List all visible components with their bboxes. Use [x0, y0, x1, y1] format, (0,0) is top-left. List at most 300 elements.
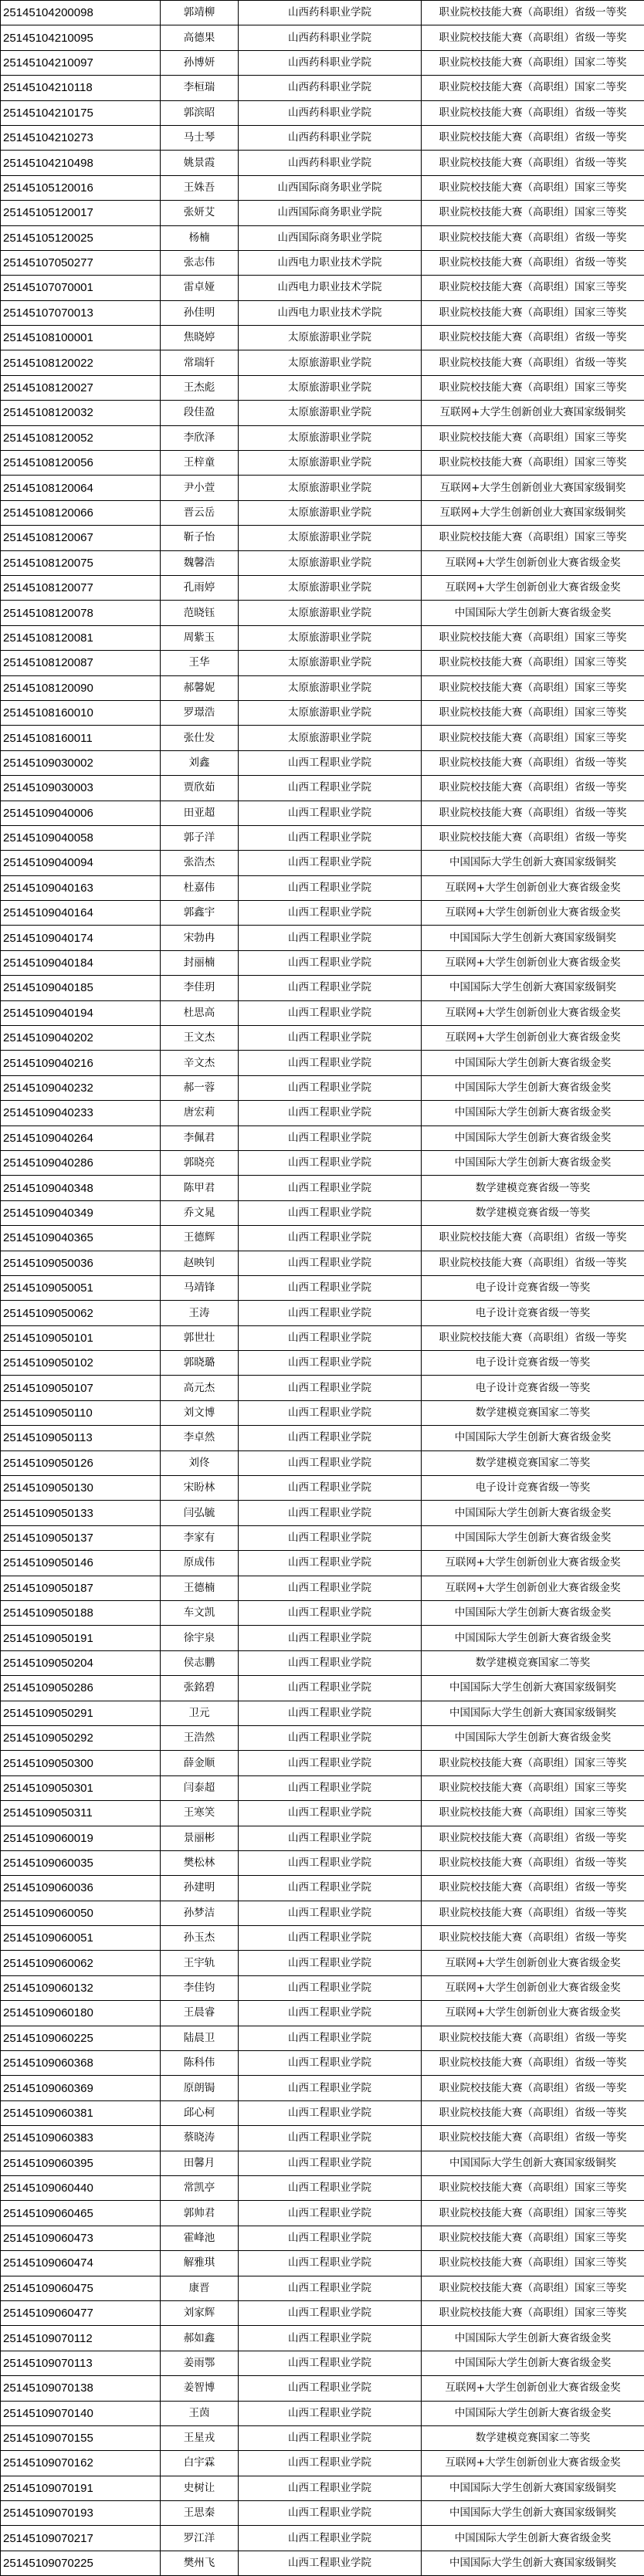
table-row [1, 276, 644, 300]
award-cell: 职业院校技能大赛（高职组）省级一等奖 [422, 1226, 644, 1251]
student-name-cell: 张妍艾 [161, 201, 239, 225]
student-id-cell: 25145109070155 [1, 2425, 161, 2450]
table-row [1, 1876, 644, 1901]
school-cell: 山西工程职业学院 [239, 2001, 422, 2026]
student-name-cell: 李家有 [161, 1525, 239, 1550]
school-cell: 山西工程职业学院 [239, 1601, 422, 1626]
school-cell: 山西工程职业学院 [239, 2401, 422, 2425]
school-cell: 山西电力职业技术学院 [239, 276, 422, 300]
student-id-cell: 25145108160011 [1, 726, 161, 750]
school-cell: 太原旅游职业学院 [239, 625, 422, 650]
student-name-cell: 景丽彬 [161, 1826, 239, 1850]
student-name-cell: 孙梦洁 [161, 1901, 239, 1925]
student-name-cell: 范晓钰 [161, 601, 239, 625]
student-name-cell: 王思秦 [161, 2501, 239, 2526]
school-cell: 山西工程职业学院 [239, 1476, 422, 1501]
school-cell: 山西工程职业学院 [239, 1101, 422, 1126]
award-cell: 职业院校技能大赛（高职组）国家三等奖 [422, 726, 644, 750]
student-name-cell: 徐宇泉 [161, 1626, 239, 1650]
award-cell: 中国国际大学生创新大赛国家级铜奖 [422, 2476, 644, 2500]
table-row [1, 225, 644, 250]
student-name-cell: 王茵 [161, 2401, 239, 2425]
student-name-cell: 郭滨昭 [161, 100, 239, 125]
school-cell: 太原旅游职业学院 [239, 401, 422, 425]
award-cell: 职业院校技能大赛（高职组）省级一等奖 [422, 100, 644, 125]
school-cell: 山西工程职业学院 [239, 1775, 422, 1800]
student-id-cell: 25145109040058 [1, 825, 161, 850]
table-row [1, 1026, 644, 1051]
school-cell: 山西工程职业学院 [239, 2151, 422, 2175]
award-cell: 职业院校技能大赛（高职组）省级一等奖 [422, 2026, 644, 2050]
student-id-cell: 25145109050301 [1, 1775, 161, 1800]
table-row [1, 1126, 644, 1150]
award-cell: 职业院校技能大赛（高职组）国家三等奖 [422, 651, 644, 675]
award-cell: 互联网+大学生创新创业大赛省级金奖 [422, 1951, 644, 1975]
award-cell: 电子设计竞赛省级一等奖 [422, 1301, 644, 1325]
student-id-cell: 25145108120067 [1, 526, 161, 550]
table-row [1, 875, 644, 900]
student-name-cell: 霍峰池 [161, 2226, 239, 2250]
table-row [1, 2401, 644, 2425]
school-cell: 山西工程职业学院 [239, 1325, 422, 1350]
student-id-cell: 25145108120066 [1, 500, 161, 525]
table-row [1, 1376, 644, 1400]
student-id-cell: 25145109060474 [1, 2251, 161, 2276]
student-id-cell: 25145109050291 [1, 1701, 161, 1725]
table-row [1, 1775, 644, 1800]
award-cell: 中国国际大学生创新大赛省级金奖 [422, 601, 644, 625]
school-cell: 山西工程职业学院 [239, 1376, 422, 1400]
school-cell: 山西工程职业学院 [239, 1751, 422, 1775]
student-name-cell: 解雅琪 [161, 2251, 239, 2276]
school-cell: 山西工程职业学院 [239, 2476, 422, 2500]
table-row [1, 476, 644, 500]
school-cell: 山西药科职业学院 [239, 76, 422, 100]
award-cell: 职业院校技能大赛（高职组）省级一等奖 [422, 776, 644, 801]
award-cell: 职业院校技能大赛（高职组）省级一等奖 [422, 125, 644, 150]
student-name-cell: 陈科伟 [161, 2051, 239, 2076]
award-cell: 中国国际大学生创新大赛省级金奖 [422, 1525, 644, 1550]
school-cell: 山西工程职业学院 [239, 1926, 422, 1951]
school-cell: 太原旅游职业学院 [239, 375, 422, 400]
school-cell: 山西药科职业学院 [239, 125, 422, 150]
award-cell: 互联网+大学生创新创业大赛省级金奖 [422, 2376, 644, 2401]
student-name-cell: 陈甲君 [161, 1176, 239, 1200]
student-id-cell: 25145109050113 [1, 1426, 161, 1450]
student-id-cell: 25145105120016 [1, 175, 161, 200]
table-row [1, 1476, 644, 1501]
award-cell: 职业院校技能大赛（高职组）省级一等奖 [422, 801, 644, 825]
student-name-cell: 靳子怡 [161, 526, 239, 550]
school-cell: 山西工程职业学院 [239, 2276, 422, 2300]
award-cell: 互联网+大学生创新创业大赛省级金奖 [422, 575, 644, 600]
award-cell: 职业院校技能大赛（高职组）国家三等奖 [422, 175, 644, 200]
table-row [1, 2226, 644, 2250]
table-row [1, 2351, 644, 2375]
student-id-cell: 25145109040232 [1, 1075, 161, 1100]
student-name-cell: 郭世壮 [161, 1325, 239, 1350]
school-cell: 山西工程职业学院 [239, 1725, 422, 1750]
school-cell: 山西工程职业学院 [239, 1226, 422, 1251]
school-cell: 山西工程职业学院 [239, 776, 422, 801]
student-name-cell: 白宇霖 [161, 2451, 239, 2476]
table-row [1, 2326, 644, 2351]
table-row [1, 926, 644, 950]
award-cell: 职业院校技能大赛（高职组）国家三等奖 [422, 625, 644, 650]
table-row [1, 1650, 644, 1675]
school-cell: 山西国际商务职业学院 [239, 175, 422, 200]
table-row [1, 2001, 644, 2026]
student-id-cell: 25145108120075 [1, 550, 161, 575]
award-cell: 职业院校技能大赛（高职组）省级一等奖 [422, 225, 644, 250]
table-row [1, 526, 644, 550]
student-id-cell: 25145109070112 [1, 2326, 161, 2351]
student-id-cell: 25145109060051 [1, 1926, 161, 1951]
award-cell: 职业院校技能大赛（高职组）省级一等奖 [422, 1901, 644, 1925]
table-row [1, 575, 644, 600]
school-cell: 山西工程职业学院 [239, 1901, 422, 1925]
table-row [1, 1901, 644, 1925]
school-cell: 山西工程职业学院 [239, 950, 422, 975]
student-name-cell: 王华 [161, 651, 239, 675]
student-id-cell: 25145109070162 [1, 2451, 161, 2476]
table-row [1, 1200, 644, 1225]
student-name-cell: 孙博妍 [161, 50, 239, 75]
student-id-cell: 25145109050292 [1, 1725, 161, 1750]
table-row [1, 1051, 644, 1075]
award-cell: 数学建模竞赛国家二等奖 [422, 2425, 644, 2450]
student-id-cell: 25145109060477 [1, 2300, 161, 2325]
student-id-cell: 25145109040286 [1, 1150, 161, 1175]
school-cell: 山西工程职业学院 [239, 1850, 422, 1875]
student-name-cell: 郭靖柳 [161, 1, 239, 25]
award-cell: 职业院校技能大赛（高职组）省级一等奖 [422, 2076, 644, 2100]
student-id-cell: 25145104210498 [1, 151, 161, 175]
school-cell: 山西工程职业学院 [239, 1251, 422, 1275]
table-row [1, 1826, 644, 1850]
student-name-cell: 原朗锔 [161, 2076, 239, 2100]
student-id-cell: 25145109050062 [1, 1301, 161, 1325]
student-name-cell: 王浩然 [161, 1725, 239, 1750]
award-cell: 中国国际大学生创新大赛国家级铜奖 [422, 2501, 644, 2526]
student-id-cell: 25145108120027 [1, 375, 161, 400]
student-name-cell: 杜嘉伟 [161, 875, 239, 900]
table-row [1, 1576, 644, 1600]
table-row [1, 976, 644, 1000]
student-name-cell: 常凯亭 [161, 2175, 239, 2200]
student-name-cell: 马士琴 [161, 125, 239, 150]
table-row [1, 851, 644, 875]
award-cell: 中国国际大学生创新大赛省级金奖 [422, 2351, 644, 2375]
award-cell: 中国国际大学生创新大赛国家级铜奖 [422, 926, 644, 950]
award-cell: 中国国际大学生创新大赛省级金奖 [422, 2526, 644, 2551]
school-cell: 山西工程职业学院 [239, 2501, 422, 2526]
student-name-cell: 孙佳明 [161, 300, 239, 325]
school-cell: 山西工程职业学院 [239, 1026, 422, 1051]
school-cell: 山西国际商务职业学院 [239, 225, 422, 250]
award-cell: 职业院校技能大赛（高职组）国家三等奖 [422, 1775, 644, 1800]
student-id-cell: 25145109040264 [1, 1126, 161, 1150]
award-cell: 职业院校技能大赛（高职组）省级一等奖 [422, 1876, 644, 1901]
student-name-cell: 宋盼林 [161, 1476, 239, 1501]
award-cell: 职业院校技能大赛（高职组）省级一等奖 [422, 1251, 644, 1275]
student-name-cell: 李卓然 [161, 1426, 239, 1450]
school-cell: 太原旅游职业学院 [239, 550, 422, 575]
table-row [1, 50, 644, 75]
student-name-cell: 王晨睿 [161, 2001, 239, 2026]
school-cell: 山西工程职业学院 [239, 1351, 422, 1376]
school-cell: 山西工程职业学院 [239, 1576, 422, 1600]
student-id-cell: 25145109060465 [1, 2201, 161, 2226]
award-cell: 职业院校技能大赛（高职组）省级一等奖 [422, 151, 644, 175]
school-cell: 山西工程职业学院 [239, 825, 422, 850]
school-cell: 山西工程职业学院 [239, 2126, 422, 2151]
student-name-cell: 王寒笑 [161, 1801, 239, 1826]
student-name-cell: 陆晨卫 [161, 2026, 239, 2050]
award-cell: 中国国际大学生创新大赛省级金奖 [422, 2401, 644, 2425]
award-cell: 互联网+大学生创新创业大赛省级金奖 [422, 2451, 644, 2476]
school-cell: 太原旅游职业学院 [239, 526, 422, 550]
student-id-cell: 25145109050137 [1, 1525, 161, 1550]
student-name-cell: 段佳盈 [161, 401, 239, 425]
student-id-cell: 25145109050051 [1, 1275, 161, 1300]
student-id-cell: 25145109060440 [1, 2175, 161, 2200]
school-cell: 山西工程职业学院 [239, 1000, 422, 1025]
student-id-cell: 25145109050036 [1, 1251, 161, 1275]
school-cell: 山西工程职业学院 [239, 1876, 422, 1901]
award-cell: 职业院校技能大赛（高职组）省级一等奖 [422, 2126, 644, 2151]
student-name-cell: 薛金顺 [161, 1751, 239, 1775]
student-id-cell: 25145109060473 [1, 2226, 161, 2250]
student-id-cell: 25145109050102 [1, 1351, 161, 1376]
award-cell: 中国国际大学生创新大赛省级金奖 [422, 2326, 644, 2351]
student-name-cell: 樊松林 [161, 1850, 239, 1875]
table-row [1, 326, 644, 350]
table-row [1, 175, 644, 200]
student-name-cell: 赵映钊 [161, 1251, 239, 1275]
table-row [1, 1251, 644, 1275]
student-id-cell: 25145108120064 [1, 476, 161, 500]
student-name-cell: 姜智博 [161, 2376, 239, 2401]
student-id-cell: 25145109070191 [1, 2476, 161, 2500]
award-cell: 职业院校技能大赛（高职组）省级一等奖 [422, 825, 644, 850]
table-row [1, 950, 644, 975]
award-cell: 电子设计竞赛省级一等奖 [422, 1376, 644, 1400]
award-cell: 职业院校技能大赛（高职组）省级一等奖 [422, 1325, 644, 1350]
student-id-cell: 25145109040233 [1, 1101, 161, 1126]
student-name-cell: 魏馨浩 [161, 550, 239, 575]
table-row [1, 2026, 644, 2050]
award-cell: 互联网+大学生创新创业大赛省级金奖 [422, 1975, 644, 2000]
student-name-cell: 闫弘毓 [161, 1501, 239, 1525]
student-id-cell: 25145109050130 [1, 1476, 161, 1501]
award-cell: 数学建模竞赛国家二等奖 [422, 1650, 644, 1675]
award-cell: 互联网+大学生创新创业大赛国家级铜奖 [422, 476, 644, 500]
student-id-cell: 25145108120022 [1, 350, 161, 375]
school-cell: 山西工程职业学院 [239, 2526, 422, 2551]
student-id-cell: 25145109040174 [1, 926, 161, 950]
student-name-cell: 郝如鑫 [161, 2326, 239, 2351]
student-name-cell: 王涛 [161, 1301, 239, 1325]
award-cell: 职业院校技能大赛（高职组）国家三等奖 [422, 425, 644, 450]
table-row [1, 776, 644, 801]
student-id-cell: 25145109050204 [1, 1650, 161, 1675]
award-cell: 职业院校技能大赛（高职组）国家三等奖 [422, 300, 644, 325]
student-name-cell: 田馨月 [161, 2151, 239, 2175]
table-body [1, 1, 644, 2576]
student-id-cell: 25145108120032 [1, 401, 161, 425]
student-name-cell: 张浩杰 [161, 851, 239, 875]
award-cell: 中国国际大学生创新大赛省级金奖 [422, 1075, 644, 1100]
student-id-cell: 25145109060132 [1, 1975, 161, 2000]
table-row [1, 1626, 644, 1650]
student-name-cell: 车文凯 [161, 1601, 239, 1626]
student-name-cell: 侯志鹏 [161, 1650, 239, 1675]
table-row [1, 1951, 644, 1975]
table-row [1, 1150, 644, 1175]
award-cell: 中国国际大学生创新大赛省级金奖 [422, 1501, 644, 1525]
student-id-cell: 25145109070140 [1, 2401, 161, 2425]
student-id-cell: 25145109070138 [1, 2376, 161, 2401]
award-cell: 中国国际大学生创新大赛省级金奖 [422, 1426, 644, 1450]
student-name-cell: 李佩君 [161, 1126, 239, 1150]
student-id-cell: 25145109040194 [1, 1000, 161, 1025]
table-row [1, 25, 644, 50]
table-row [1, 500, 644, 525]
award-cell: 数学建模竞赛国家二等奖 [422, 1450, 644, 1475]
school-cell: 山西工程职业学院 [239, 2226, 422, 2250]
student-id-cell: 25145105120017 [1, 201, 161, 225]
student-id-cell: 25145109050191 [1, 1626, 161, 1650]
school-cell: 山西工程职业学院 [239, 1951, 422, 1975]
student-id-cell: 25145109070193 [1, 2501, 161, 2526]
school-cell: 山西工程职业学院 [239, 926, 422, 950]
student-id-cell: 25145109050311 [1, 1801, 161, 1826]
student-name-cell: 刘鑫 [161, 750, 239, 775]
award-cell: 互联网+大学生创新创业大赛省级金奖 [422, 950, 644, 975]
school-cell: 太原旅游职业学院 [239, 425, 422, 450]
award-cell: 职业院校技能大赛（高职组）国家三等奖 [422, 276, 644, 300]
table-row [1, 2076, 644, 2100]
table-row [1, 451, 644, 476]
table-row [1, 750, 644, 775]
table-row [1, 1725, 644, 1750]
school-cell: 山西工程职业学院 [239, 2100, 422, 2125]
student-id-cell: 25145109050187 [1, 1576, 161, 1600]
student-name-cell: 高德果 [161, 25, 239, 50]
student-name-cell: 罗江洋 [161, 2526, 239, 2551]
student-name-cell: 康晋 [161, 2276, 239, 2300]
student-name-cell: 杜思高 [161, 1000, 239, 1025]
student-name-cell: 罗璟浩 [161, 700, 239, 725]
school-cell: 山西药科职业学院 [239, 50, 422, 75]
award-cell: 职业院校技能大赛（高职组）国家三等奖 [422, 2226, 644, 2250]
school-cell: 山西工程职业学院 [239, 1450, 422, 1475]
student-id-cell: 25145108120087 [1, 651, 161, 675]
school-cell: 山西工程职业学院 [239, 2551, 422, 2575]
student-id-cell: 25145109060062 [1, 1951, 161, 1975]
school-cell: 山西工程职业学院 [239, 2201, 422, 2226]
table-row [1, 350, 644, 375]
award-cell: 职业院校技能大赛（高职组）国家三等奖 [422, 2276, 644, 2300]
school-cell: 山西工程职业学院 [239, 976, 422, 1000]
student-id-cell: 25145104210097 [1, 50, 161, 75]
student-name-cell: 闫泰超 [161, 1775, 239, 1800]
student-id-cell: 25145109040184 [1, 950, 161, 975]
student-name-cell: 蔡晓涛 [161, 2126, 239, 2151]
award-cell: 数学建模竞赛国家二等奖 [422, 1400, 644, 1425]
school-cell: 太原旅游职业学院 [239, 476, 422, 500]
student-id-cell: 25145108120078 [1, 601, 161, 625]
student-id-cell: 25145104200098 [1, 1, 161, 25]
table-row [1, 1000, 644, 1025]
award-cell: 职业院校技能大赛（高职组）省级一等奖 [422, 750, 644, 775]
award-cell: 中国国际大学生创新大赛省级金奖 [422, 1101, 644, 1126]
table-row [1, 700, 644, 725]
student-id-cell: 25145109060395 [1, 2151, 161, 2175]
school-cell: 山西工程职业学院 [239, 2425, 422, 2450]
school-cell: 山西工程职业学院 [239, 1501, 422, 1525]
table-row [1, 2526, 644, 2551]
student-id-cell: 25145109060180 [1, 2001, 161, 2026]
school-cell: 山西工程职业学院 [239, 1551, 422, 1576]
award-cell: 中国国际大学生创新大赛国家级铜奖 [422, 2551, 644, 2575]
award-cell: 职业院校技能大赛（高职组）省级一等奖 [422, 1826, 644, 1850]
award-cell: 职业院校技能大赛（高职组）国家二等奖 [422, 50, 644, 75]
table-row [1, 201, 644, 225]
student-name-cell: 王杰彪 [161, 375, 239, 400]
school-cell: 太原旅游职业学院 [239, 651, 422, 675]
student-id-cell: 25145109060050 [1, 1901, 161, 1925]
table-row [1, 651, 644, 675]
student-id-cell: 25145104210118 [1, 76, 161, 100]
student-name-cell: 原成伟 [161, 1551, 239, 1576]
student-id-cell: 25145108120077 [1, 575, 161, 600]
school-cell: 太原旅游职业学院 [239, 326, 422, 350]
student-id-cell: 25145109060368 [1, 2051, 161, 2076]
student-id-cell: 25145108120090 [1, 675, 161, 700]
school-cell: 山西电力职业技术学院 [239, 300, 422, 325]
student-id-cell: 25145109040094 [1, 851, 161, 875]
student-name-cell: 雷卓娅 [161, 276, 239, 300]
student-id-cell: 25145109040006 [1, 801, 161, 825]
award-cell: 职业院校技能大赛（高职组）国家三等奖 [422, 2300, 644, 2325]
student-name-cell: 唐宏莉 [161, 1101, 239, 1126]
student-name-cell: 周紫玉 [161, 625, 239, 650]
award-cell: 职业院校技能大赛（高职组）国家三等奖 [422, 1751, 644, 1775]
student-name-cell: 郭晓亮 [161, 1150, 239, 1175]
student-name-cell: 姚景霞 [161, 151, 239, 175]
school-cell: 太原旅游职业学院 [239, 575, 422, 600]
table-row [1, 1701, 644, 1725]
table-row [1, 1801, 644, 1826]
school-cell: 太原旅游职业学院 [239, 700, 422, 725]
student-id-cell: 25145109050101 [1, 1325, 161, 1350]
award-cell: 职业院校技能大赛（高职组）省级一等奖 [422, 2051, 644, 2076]
table-row [1, 675, 644, 700]
student-name-cell: 宋勃冉 [161, 926, 239, 950]
school-cell: 山西电力职业技术学院 [239, 250, 422, 275]
table-row [1, 601, 644, 625]
award-cell: 中国国际大学生创新大赛省级金奖 [422, 1150, 644, 1175]
student-id-cell: 25145109050107 [1, 1376, 161, 1400]
table-row [1, 2175, 644, 2200]
award-cell: 职业院校技能大赛（高职组）国家三等奖 [422, 2175, 644, 2200]
student-id-cell: 25145109050133 [1, 1501, 161, 1525]
school-cell: 山西工程职业学院 [239, 2076, 422, 2100]
student-id-cell: 25145104210273 [1, 125, 161, 150]
school-cell: 山西工程职业学院 [239, 1301, 422, 1325]
